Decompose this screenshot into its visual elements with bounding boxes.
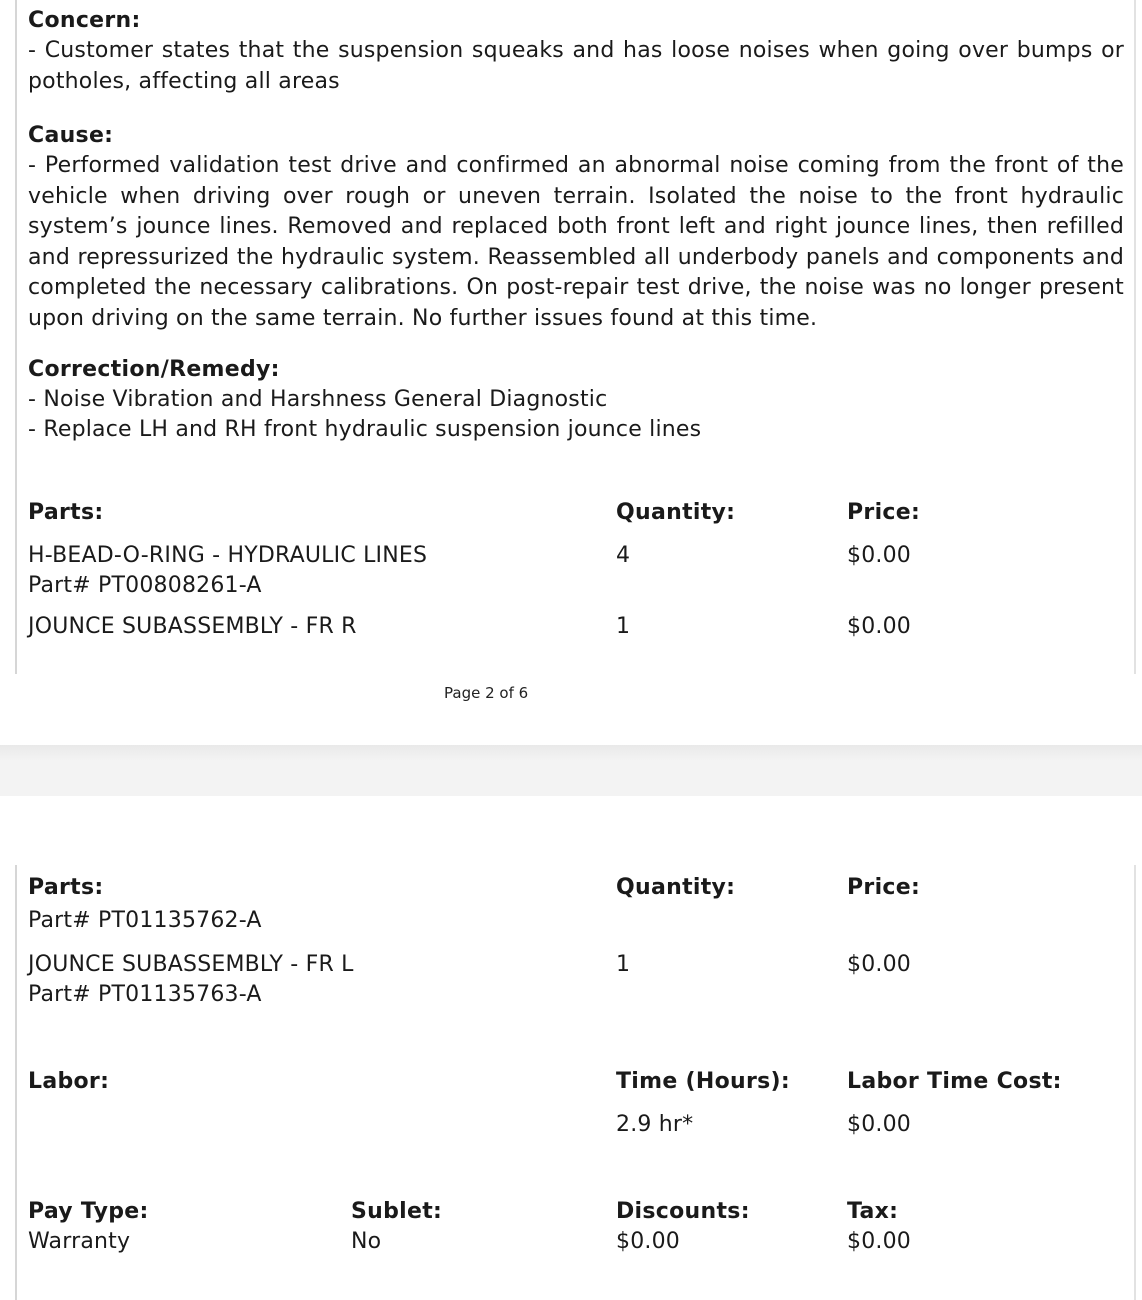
parts-column-header: Parts: bbox=[28, 875, 104, 900]
sublet-value: No bbox=[351, 1229, 382, 1254]
correction-heading: Correction/Remedy: bbox=[28, 357, 280, 382]
quantity-column-header: Quantity: bbox=[616, 875, 736, 900]
page-separator bbox=[0, 745, 1142, 796]
part-name: JOUNCE SUBASSEMBLY - FR L bbox=[28, 952, 354, 977]
concern-text: - Customer states that the suspension squeaks and has loose noises when going over bumps or potholes, affecting all areas bbox=[28, 38, 1124, 94]
correction-line: - Replace LH and RH front hydraulic suspension jounce lines bbox=[28, 417, 702, 442]
cause-text: - Performed validation test drive and confirmed an abnormal noise coming from the front of the vehicle when driving over rough or uneven terrain. Isolated the noise to the front hydraulic system’s jounce lines. Removed and replaced both front left and right jounce lines, then refilled and repressurized the hydraulic system. Reassembled all underbody panels and components and completed the necessary calibrations. On post-repair test drive, the noise was no longer present upon driving on the same terrain. No further issues found at this time. bbox=[28, 153, 1124, 331]
page-number-footer: Page 2 of 6 bbox=[444, 684, 529, 702]
page-right-border bbox=[1134, 0, 1136, 674]
page-left-border bbox=[15, 0, 17, 674]
part-quantity: 1 bbox=[616, 952, 631, 977]
part-quantity: 4 bbox=[616, 543, 631, 568]
labor-time-value: 2.9 hr* bbox=[616, 1112, 694, 1137]
part-number: Part# PT01135763-A bbox=[28, 982, 262, 1007]
part-number: Part# PT00808261-A bbox=[28, 573, 262, 598]
labor-cost-value: $0.00 bbox=[847, 1112, 911, 1137]
discounts-value: $0.00 bbox=[616, 1229, 680, 1254]
tax-value: $0.00 bbox=[847, 1229, 911, 1254]
price-column-header: Price: bbox=[847, 500, 921, 525]
part-quantity: 1 bbox=[616, 614, 631, 639]
discounts-header: Discounts: bbox=[616, 1199, 750, 1224]
document-page-3 bbox=[0, 796, 1142, 1300]
part-name: JOUNCE SUBASSEMBLY - FR R bbox=[28, 614, 357, 639]
price-column-header: Price: bbox=[847, 875, 921, 900]
labor-time-header: Time (Hours): bbox=[616, 1069, 790, 1094]
part-number: Part# PT01135762-A bbox=[28, 908, 262, 933]
correction-line: - Noise Vibration and Harshness General Diagnostic bbox=[28, 387, 608, 412]
cause-heading: Cause: bbox=[28, 123, 114, 148]
part-price: $0.00 bbox=[847, 543, 911, 568]
pay-type-header: Pay Type: bbox=[28, 1199, 149, 1224]
labor-cost-header: Labor Time Cost: bbox=[847, 1069, 1062, 1094]
page-left-border bbox=[15, 865, 17, 1300]
quantity-column-header: Quantity: bbox=[616, 500, 736, 525]
concern-heading: Concern: bbox=[28, 8, 141, 33]
page-right-border bbox=[1134, 865, 1136, 1300]
part-price: $0.00 bbox=[847, 952, 911, 977]
part-name: H-BEAD-O-RING - HYDRAULIC LINES bbox=[28, 543, 428, 568]
tax-header: Tax: bbox=[847, 1199, 899, 1224]
parts-column-header: Parts: bbox=[28, 500, 104, 525]
labor-heading: Labor: bbox=[28, 1069, 110, 1094]
pay-type-value: Warranty bbox=[28, 1229, 131, 1254]
sublet-header: Sublet: bbox=[351, 1199, 443, 1224]
part-price: $0.00 bbox=[847, 614, 911, 639]
